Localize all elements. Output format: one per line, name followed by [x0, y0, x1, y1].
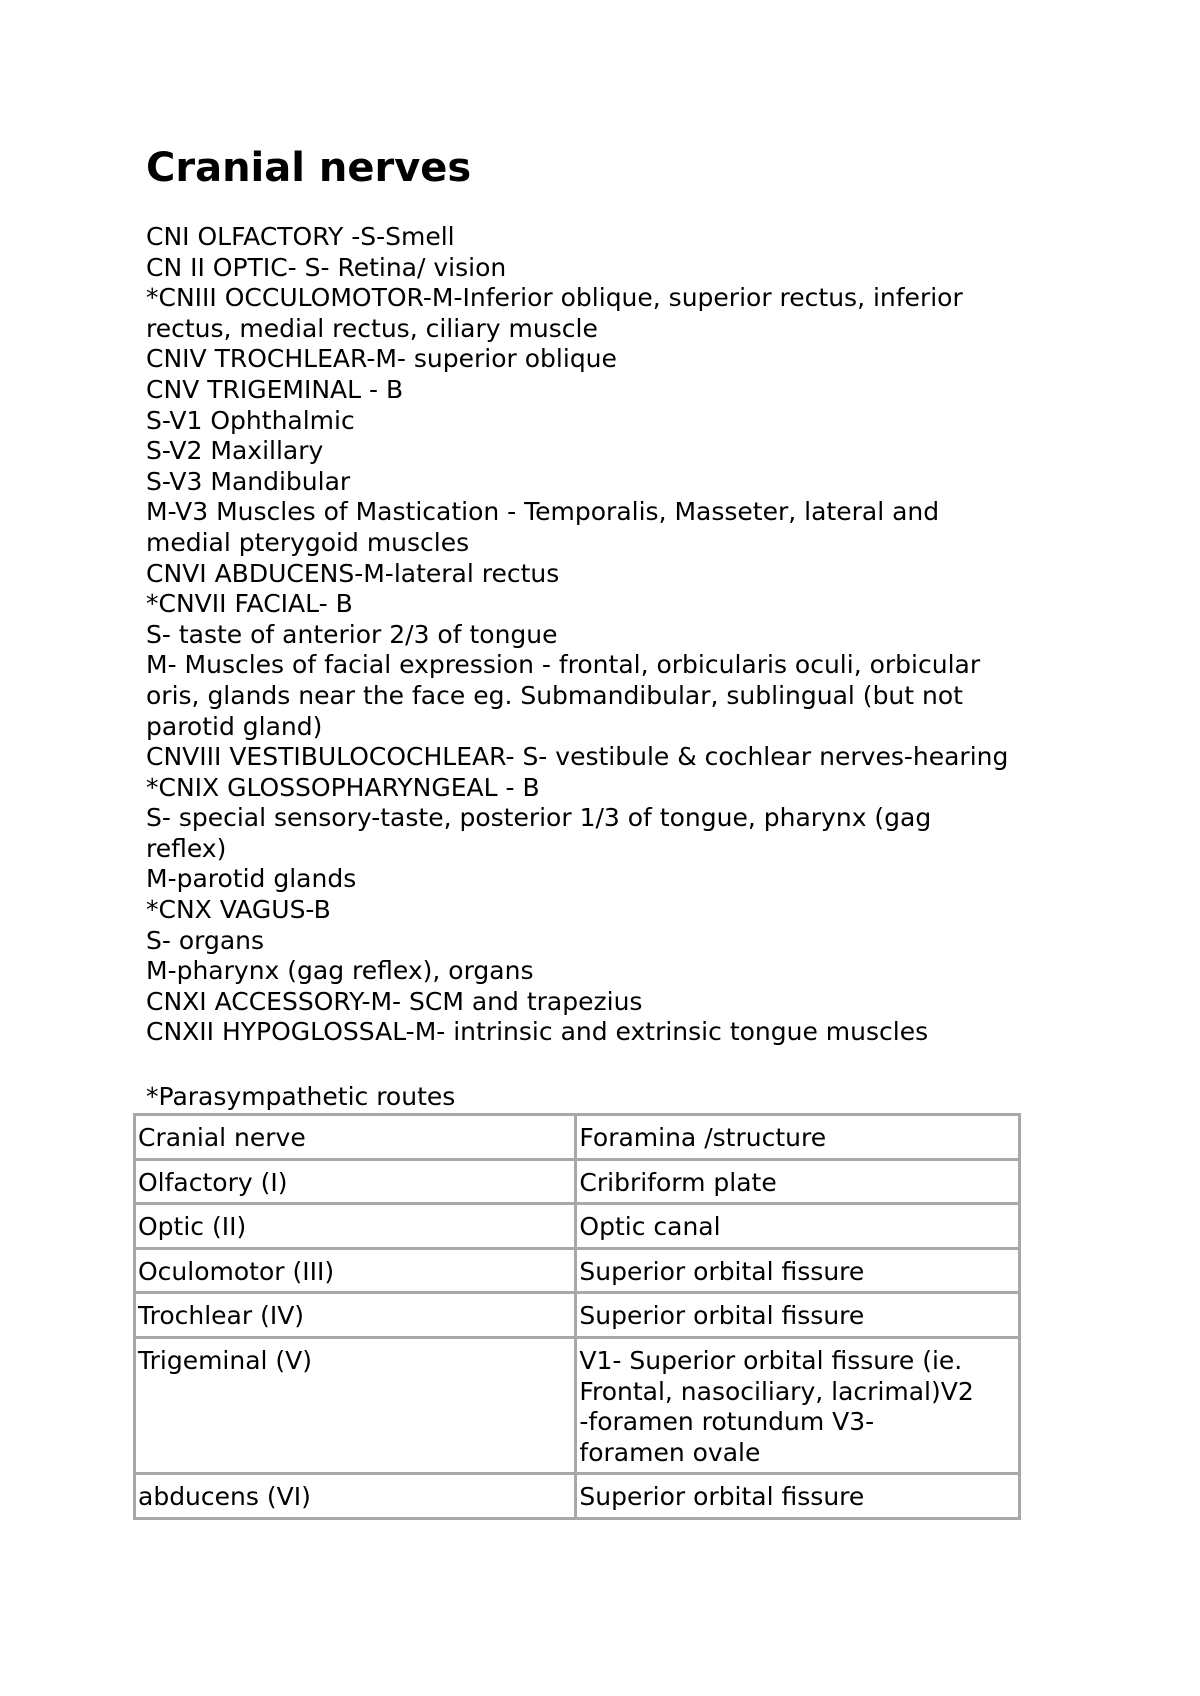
text-line: reflex): [146, 833, 227, 863]
structure-line: Frontal, nasociliary, lacrimal)V2: [579, 1376, 974, 1406]
parasympathetic-routes-table: [133, 1113, 1021, 1520]
table-header-cell: Foramina /structure: [576, 1115, 1020, 1160]
nerve-cell: Olfactory (I): [135, 1159, 576, 1204]
table-row: [135, 1293, 1020, 1338]
text-line: CN II OPTIC- S- Retina/ vision: [146, 252, 507, 282]
text-line: *CNIX GLOSSOPHARYNGEAL - B: [146, 772, 540, 802]
text-line: medial pterygoid muscles: [146, 527, 470, 557]
nerve-cell: Trochlear (IV): [135, 1293, 576, 1338]
text-line: oris, glands near the face eg. Submandibular, sublingual (but not: [146, 680, 963, 710]
text-line: *CNVII FACIAL- B: [146, 589, 353, 619]
text-line: CNVI ABDUCENS-M-lateral rectus: [146, 558, 560, 588]
text-line: CNXI ACCESSORY-M- SCM and trapezius: [146, 986, 643, 1016]
table-caption: *Parasympathetic routes: [146, 1082, 456, 1111]
table-row: [135, 1159, 1020, 1204]
text-line: S- special sensory-taste, posterior 1/3 of tongue, pharynx (gag: [146, 803, 932, 833]
text-line: CNVIII VESTIBULOCOCHLEAR- S- vestibule & cochlear nerves-hearing: [146, 742, 1009, 772]
text-line: parotid gland): [146, 711, 323, 741]
text-line: M-V3 Muscles of Mastication - Temporalis, Masseter, lateral and: [146, 497, 940, 527]
text-line: M-pharynx (gag reflex), organs: [146, 956, 534, 986]
structure-cell: [576, 1204, 1020, 1249]
structure-line: Superior orbital fissure: [579, 1256, 865, 1286]
table-row: [135, 1204, 1020, 1249]
table-row: [135, 1337, 1020, 1473]
structure-line: Optic canal: [579, 1212, 721, 1242]
nerve-list: [146, 222, 1076, 1048]
text-line: rectus, medial rectus, ciliary muscle: [146, 313, 598, 343]
text-line: CNXII HYPOGLOSSAL-M- intrinsic and extrinsic tongue muscles: [146, 1017, 929, 1047]
structure-line: V1- Superior orbital fissure (ie.: [579, 1345, 963, 1375]
nerve-cell: Oculomotor (III): [135, 1248, 576, 1293]
table-header-cell: Cranial nerve: [135, 1115, 576, 1160]
nerve-cell: Optic (II): [135, 1204, 576, 1249]
structure-line: Superior orbital fissure: [579, 1301, 865, 1331]
structure-line: Cribriform plate: [579, 1167, 777, 1197]
text-line: S-V1 Ophthalmic: [146, 405, 355, 435]
structure-cell: [576, 1337, 1020, 1473]
text-line: S- taste of anterior 2/3 of tongue: [146, 619, 558, 649]
table-header-row: [135, 1115, 1020, 1160]
nerve-cell: Trigeminal (V): [135, 1337, 576, 1473]
text-line: S-V3 Mandibular: [146, 466, 351, 496]
text-line: CNV TRIGEMINAL - B: [146, 374, 404, 404]
table-row: [135, 1248, 1020, 1293]
text-line: CNI OLFACTORY -S-Smell: [146, 222, 455, 251]
text-line: *CNX VAGUS-B: [146, 895, 331, 925]
table-row: [135, 1474, 1020, 1519]
text-line: CNIV TROCHLEAR-M- superior oblique: [146, 344, 617, 374]
text-line: M-parotid glands: [146, 864, 357, 894]
structure-cell: [576, 1293, 1020, 1338]
structure-cell: [576, 1248, 1020, 1293]
structure-line: -foramen rotundum V3-: [579, 1407, 875, 1437]
structure-line: foramen ovale: [579, 1437, 761, 1467]
text-line: S-V2 Maxillary: [146, 436, 324, 466]
structure-line: Superior orbital fissure: [579, 1482, 865, 1512]
page-title: Cranial nerves: [146, 145, 472, 191]
text-line: M- Muscles of facial expression - frontal, orbicularis oculi, orbicular: [146, 650, 981, 680]
structure-cell: [576, 1159, 1020, 1204]
text-line: S- organs: [146, 925, 265, 955]
structure-cell: [576, 1474, 1020, 1519]
text-line: *CNIII OCCULOMOTOR-M-Inferior oblique, superior rectus, inferior: [146, 283, 963, 313]
nerve-cell: abducens (VI): [135, 1474, 576, 1519]
